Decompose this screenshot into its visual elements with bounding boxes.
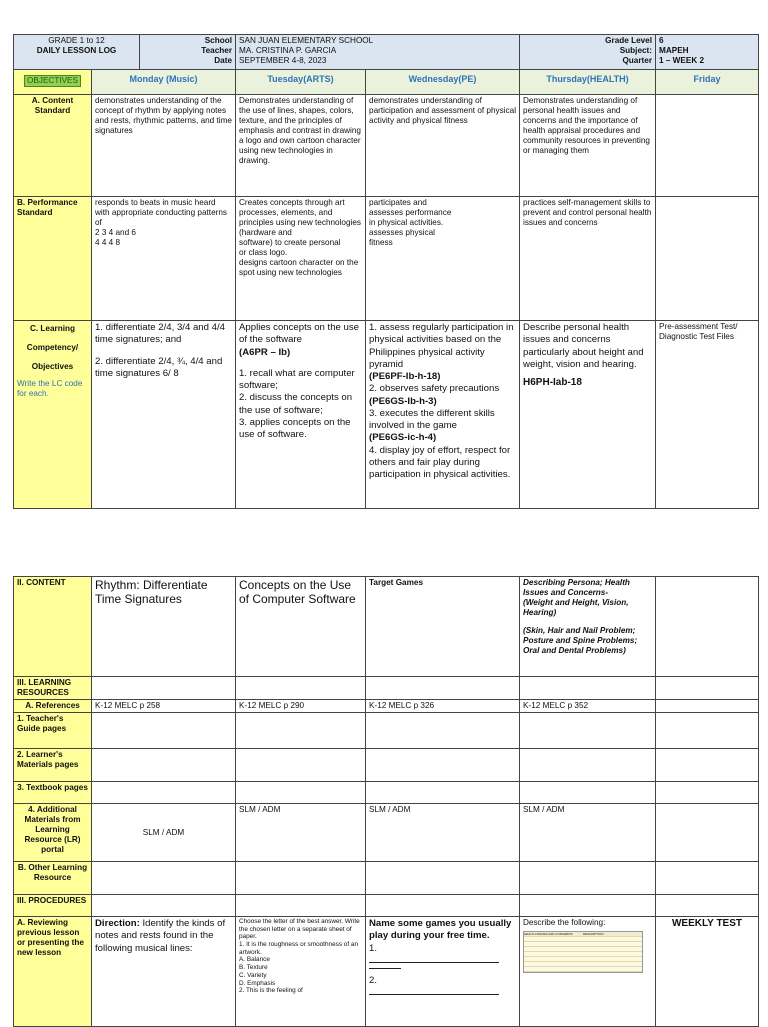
reviewing-row <box>14 917 759 1027</box>
proc-wednesday-2: 2. <box>369 974 378 986</box>
mini-table-header-2: DESCRIPTION <box>583 932 604 936</box>
cs-wednesday: demonstrates understanding of participation and assessment of physical activity and physical fitness <box>366 95 520 197</box>
content-friday <box>656 577 759 677</box>
lc-thursday-text: Describe personal health issues and concerns particularly about height and weight, vision and hearing. <box>523 322 644 370</box>
header-row <box>14 35 759 70</box>
ref-monday: K-12 MELC p 258 <box>92 700 236 713</box>
teacher-label: Teacher <box>201 46 233 55</box>
log-title: DAILY LESSON LOG <box>36 46 117 55</box>
proc-tuesday: Choose the letter of the best answer. Write the chosen letter on a separate sheet of paper. 1. It is the roughness or smoothness of an artwork. A. Balance B. Texture C. Variety D. Emphasis 2. This is the feeling of <box>236 917 366 1027</box>
learners-materials-label: 2. Learner's Materials pages <box>14 749 92 782</box>
ps-monday: responds to beats in music heard with appropriate conducting patterns of 2 3 4 and 6 4 4 4 8 <box>92 197 236 321</box>
ref-thursday: K-12 MELC p 352 <box>520 700 656 713</box>
objectives-label: OBJECTIVES <box>24 75 81 87</box>
content-thursday-2: (Skin, Hair and Nail Problem; Posture and Spine Problems; Oral and Dental Problems) <box>523 626 638 655</box>
textbook-row <box>14 782 759 804</box>
day-wednesday: Wednesday(PE) <box>366 70 520 95</box>
quarter-label: Quarter <box>622 56 653 65</box>
ref-wednesday: K-12 MELC p 326 <box>366 700 520 713</box>
lc-friday: Pre-assessment Test/ Diagnostic Test Files <box>656 321 759 509</box>
procedures-label: III. PROCEDURES <box>14 895 92 917</box>
proc-monday-text: Identify the kinds of notes and rests found in the following musical lines: <box>95 918 226 954</box>
grade-range: GRADE 1 to 12 <box>48 36 105 45</box>
health-issues-mini-table <box>523 931 643 973</box>
lc-tuesday-list: 1. recall what are computer software; 2. discuss the concepts on the use of software; 3. applies concepts on the use of software. <box>239 367 355 441</box>
day-tuesday: Tuesday(ARTS) <box>236 70 366 95</box>
learning-competency-row <box>14 321 759 509</box>
content-standard-label: A. Content Standard <box>14 95 92 197</box>
learning-resources-row <box>14 677 759 700</box>
day-thursday: Thursday(HEALTH) <box>520 70 656 95</box>
performance-standard-row <box>14 197 759 321</box>
mini-table-header-1: HEALTH ISSUES AND CONCERNS <box>524 932 573 936</box>
textbook-label: 3. Textbook pages <box>14 782 92 804</box>
answer-line <box>369 987 499 995</box>
day-friday: Friday <box>656 70 759 95</box>
ps-thursday: practices self-management skills to prevent and control personal health issues and concerns <box>520 197 656 321</box>
add-thursday: SLM / ADM <box>520 804 656 862</box>
other-resources-label: B. Other Learning Resource <box>14 862 92 895</box>
references-row <box>14 700 759 713</box>
quarter-value: 1 – WEEK 2 <box>659 56 705 65</box>
school-label: School <box>204 36 233 45</box>
references-label: A. References <box>14 700 92 713</box>
grade-value: 6 <box>659 36 664 45</box>
lc-wednesday-code-2: (PE6GS-Ib-h-3) <box>369 395 437 407</box>
additional-materials-row <box>14 804 759 862</box>
lc-wednesday-1: 1. assess regularly participation in physical activities based on the Philippines physical activity pyramid <box>369 322 514 370</box>
ps-friday <box>656 197 759 321</box>
content-label: II. CONTENT <box>14 577 92 677</box>
content-row <box>14 577 759 677</box>
lc-wednesday-code-1: (PE6PF-Ib-h-18) <box>369 371 441 383</box>
lc-wednesday-3: 3. executes the different skills involved in the game <box>369 407 495 432</box>
cs-thursday: Demonstrates understanding of personal health issues and concerns and the importance of health appraisal procedures and community resources in preventing or managing them <box>520 95 656 197</box>
subject-value: MAPEH <box>659 46 689 55</box>
teachers-guide-label: 1. Teacher's Guide pages <box>14 713 92 749</box>
answer-line <box>369 955 499 963</box>
teachers-guide-row <box>14 713 759 749</box>
lc-thursday-code: H6PH-Iab-18 <box>523 377 582 389</box>
other-resources-row <box>14 862 759 895</box>
proc-thursday: Describe the following: <box>523 918 606 927</box>
proc-wednesday-question: Name some games you usually play during your free time. <box>369 918 512 942</box>
day-monday: Monday (Music) <box>92 70 236 95</box>
lc-label-2: Competency/ <box>26 343 79 352</box>
proc-monday-direction: Direction: <box>95 918 140 929</box>
lc-wednesday-2: 2. observes safety precautions <box>369 383 500 395</box>
cs-friday <box>656 95 759 197</box>
lc-tuesday-intro: Applies concepts on the use of the software <box>239 322 360 346</box>
cs-tuesday: Demonstrates understanding of the use of lines, shapes, colors, texture, and the principles of emphasis and contrast in drawing a logo and own cartoon character using new technologies in drawing. <box>236 95 366 197</box>
proc-wednesday-1: 1. <box>369 942 378 954</box>
add-tuesday: SLM / ADM <box>236 804 366 862</box>
teacher-value: MA. CRISTINA P. GARCIA <box>239 46 337 55</box>
ref-tuesday: K-12 MELC p 290 <box>236 700 366 713</box>
content-monday: Rhythm: Differentiate Time Signatures <box>92 577 236 677</box>
lc-note: Write the LC code for each. <box>17 379 83 398</box>
lc-monday-2: 2. differentiate 2/4, ¾, 4/4 and time signatures 6/ 8 <box>95 355 223 379</box>
content-thursday-1: Describing Persona; Health Issues and Concerns- (Weight and Height, Vision, Hearing) <box>523 578 630 617</box>
lc-wednesday-4: 4. display joy of effort, respect for others and fair play during participation in physical activities. <box>369 444 511 481</box>
content-wednesday: Target Games <box>366 577 520 677</box>
cs-monday: demonstrates understanding of the concept of rhythm by applying notes and rests, rhythmic patterns, and time signatures <box>92 95 236 197</box>
performance-standard-label: B. Performance Standard <box>17 198 78 217</box>
reviewing-label: A. Reviewing previous lesson or presenting the new lesson <box>14 917 92 1027</box>
lc-label-3: Objectives <box>31 362 74 371</box>
lc-wednesday-code-3: (PE6GS-ic-h-4) <box>369 432 437 444</box>
lc-label-1: C. Learning <box>29 324 76 333</box>
learning-resources-label: III. LEARNING RESOURCES <box>14 677 92 700</box>
school-value: SAN JUAN ELEMENTARY SCHOOL <box>239 36 374 45</box>
additional-materials-label: 4. Additional Materials from Learning Resource (LR) portal <box>14 804 92 862</box>
content-standard-row <box>14 95 759 197</box>
days-row <box>14 70 759 95</box>
lesson-log-table-top <box>13 34 759 509</box>
lc-tuesday-code: (A6PR – Ib) <box>239 346 291 358</box>
procedures-row <box>14 895 759 917</box>
ps-wednesday: participates and assesses performance in physical activities. assesses physical fitness <box>366 197 520 321</box>
add-monday: SLM / ADM <box>92 804 236 862</box>
learners-materials-row <box>14 749 759 782</box>
subject-label: Subject: <box>619 46 653 55</box>
content-tuesday: Concepts on the Use of Computer Software <box>236 577 366 677</box>
lesson-log-table-bottom <box>13 576 759 1027</box>
date-value: SEPTEMBER 4-8, 2023 <box>239 56 327 65</box>
weekly-test: WEEKLY TEST <box>656 917 759 1027</box>
lc-monday-1: 1. differentiate 2/4, 3/4 and 4/4 time signatures; and <box>95 322 225 346</box>
ps-tuesday: Creates concepts through art processes, elements, and principles using new technologies (hardware and software) to create personal or class logo. designs cartoon character on the spot using new technologies <box>236 197 366 321</box>
add-wednesday: SLM / ADM <box>366 804 520 862</box>
grade-label: Grade Level <box>605 36 653 45</box>
date-label: Date <box>214 56 233 65</box>
